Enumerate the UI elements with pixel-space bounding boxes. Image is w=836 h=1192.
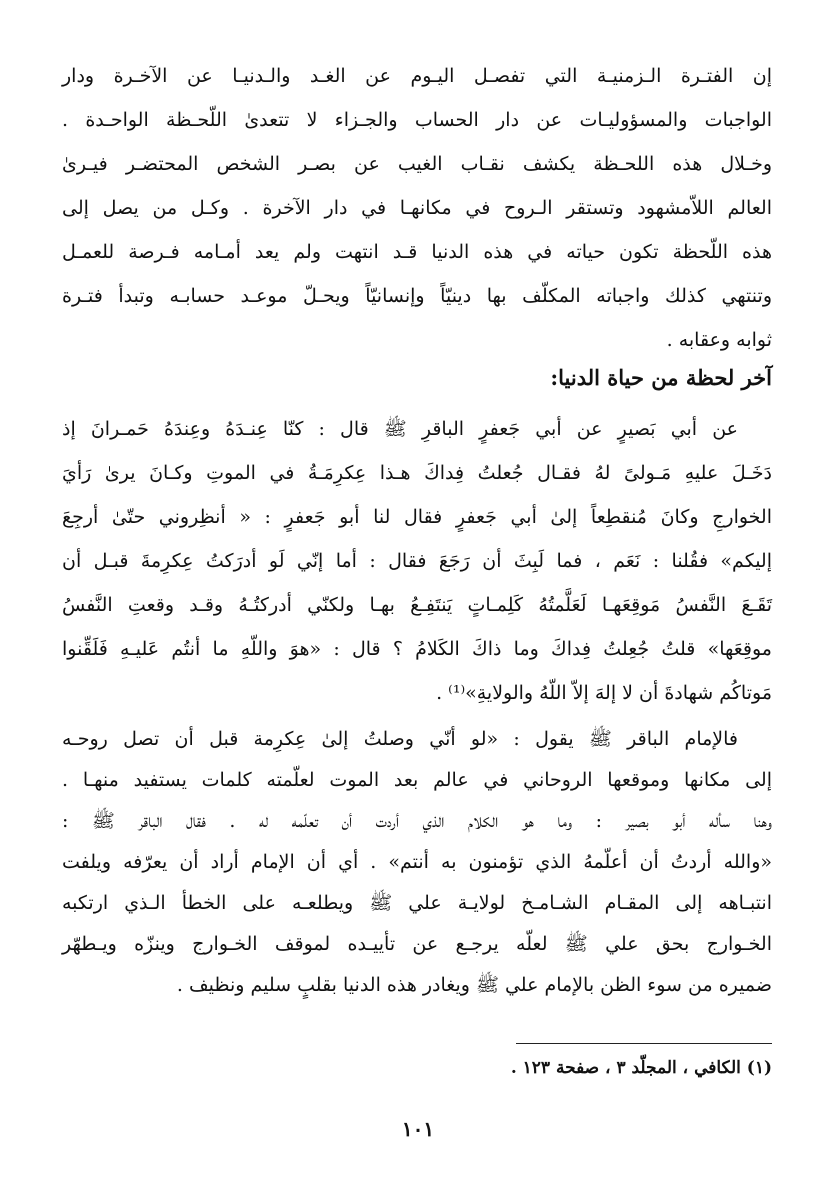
paragraph-line: الخـوارج بحق علي ﷺ لعلّه يرجـع عن تأييـده لموقف الخـوارج وينزّه ويـطهّر [62,933,772,955]
paragraph-line: «والله أردتُ أن أعلّمهُ الذي تؤمنون به أنتم» . أي أن الإمام أراد أن يعرّفه ويلفت [62,851,772,873]
paragraph-line: دَخَـلَ عليهِ مَـولىً لهُ فقـال جُعلتُ فِداكَ هـذا عِكرِمَـةُ في الموتِ وكـانَ يرىٰ رَأيَ [62,462,772,484]
page-number: ١٠١ [401,1117,435,1141]
paragraph-line: ثوابه وعقابه . [666,329,772,351]
paragraph-line: وهنا سأله أبو بصير : وما هو الكلام الذي أردت أن تعلّمه له . فقال الباقر ﷺ : [62,810,772,832]
paragraph-line: إلى مكانها وموقعها الروحاني في عالم بعد الموت لعلّمته كلمات يستفيد منهـا . [62,769,772,791]
paragraph-line: عن أبي بَصيرٍ عن أبي جَعفرٍ الباقرِ ﷺ قال : كنّا عِنـدَهُ وعِندَهُ حَمـرانَ إذ [62,418,738,440]
paragraph-line: إليكم» فقُلنا : نَعَم ، فما لَبِثَ أن رَجَعَ فقال : أما إنّي لَو أدرَكتُ عِكرِمةَ قبـل أن [62,550,772,572]
paragraph-line: مَوتاكُم شهادةَ أن لا إلهَ إلاّ اللّهُ والولايةِ»⁽¹⁾ . [436,682,772,704]
paragraph-intro [62,54,772,362]
paragraph-line: فالإمام الباقر ﷺ يقول : «لو أنّي وصلتُ إلىٰ عِكرِمة قبل أن تصل روحـه [62,728,738,750]
paragraph-line: إن الفتـرة الـزمنيـة التي تفصـل اليـوم عن الغـد والـدنيـا عن الآخـرة ودار [62,65,772,87]
paragraph-line: وتنتهي كذلك واجباته المكلّف بها دينيّاً وإنسانيّاً ويحـلّ موعـد حسابـه وتبدأ فتـرة [62,285,772,307]
paragraph-line: العالم اللاّمشهود وتستقر الـروح في مكانهـا في دار الآخرة . وكـل من يصل إلى [62,197,772,219]
paragraph-line: موقِعَها» قلتُ جُعِلتُ فِداكَ وما ذاكَ الكَلامُ ؟ قال : «هوَ واللّهِ ما أنتُم عَليـهِ فَلَقِّنوا [62,638,772,660]
paragraph-hadith [62,407,772,715]
paragraph-line: وخـلال هذه اللحـظة يكشف نقـاب الغيب عن بصـر الشخص المحتضـر فيـرىٰ [62,153,772,175]
paragraph-line: هذه اللّحظة تكون حياته في هذه الدنيا قـد انتهت ولم يعد أمـامه فـرصة للعمـل [62,241,772,263]
section-heading: آخر لحظة من حياة الدنيا: [550,365,772,390]
paragraph-line: ضميره من سوء الظن بالإمام علي ﷺ ويغادر هذه الدنيا بقلبٍ سليم ونظيف . [176,974,772,996]
paragraph-commentary [62,719,772,1006]
paragraph-line: انتبـاهه إلى المقـام الشـامـخ لولايـة علي ﷺ ويطلعـه على الخطأ الـذي ارتكبه [62,892,772,914]
footnote: (١) الكافي ، المجلّد ٣ ، صفحة ١٢٣ . [510,1058,772,1078]
paragraph-line: الواجبات والمسؤوليـات عن دار الحساب والجـزاء لا تتعدىٰ اللّحـظة الواحـدة . [62,109,772,131]
paragraph-line: تَقَـعَ النَّفسُ مَوقِعَهـا لَعَلَّمتُهُ كَلِمـاتٍ يَنتَفِـعُ بهـا ولكنّي أدركتُـهُ وقـد وقعتِ النَّفسُ [62,594,772,616]
paragraph-line: الخوارجِ وكانَ مُنقطِعاً إلىٰ أبي جَعفرٍ فقال لنا أبو جَعفرٍ : « أنظِروني حتّىٰ أرجِعَ [62,506,772,528]
footnote-divider [516,1043,772,1044]
